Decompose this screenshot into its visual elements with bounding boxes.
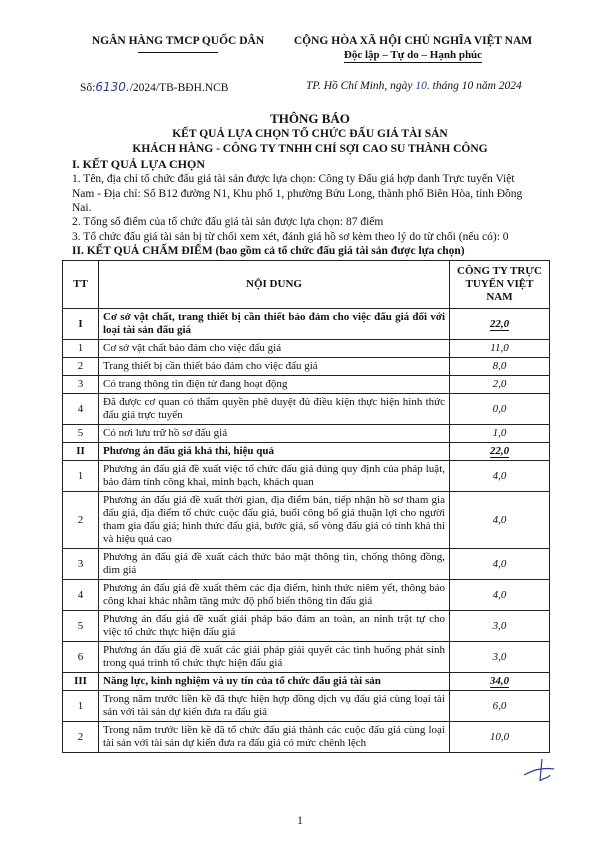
group-score: 22,0 [489,317,510,330]
row-content: Phương án đấu giá đề xuất thêm các địa điểm, hình thức niêm yết, thông báo công khai khác nhằm tăng mức độ phổ biến thông tin đấu giá [99,580,450,611]
col-header-content: NỘI DUNG [99,261,450,309]
table-row [63,580,550,611]
row-content: Cơ sở vật chất bảo đảm cho việc đấu giá [99,340,450,358]
row-content: Phương án đấu giá đề xuất việc tổ chức đấu giá đúng quy định của pháp luật, bảo đảm tính công khai, minh bạch, khách quan [99,461,450,492]
page-number: 1 [297,815,303,827]
row-score [450,443,550,461]
table-row [63,611,550,642]
table-row [63,358,550,376]
row-number: 1 [63,691,99,722]
bank-name: NGÂN HÀNG TMCP QUỐC DÂN [91,35,265,47]
table-body [63,309,550,753]
row-content: Có nơi lưu trữ hồ sơ đấu giá [99,425,450,443]
date-day: 10 [415,80,427,92]
row-score [450,309,550,340]
row-number: 2 [63,492,99,549]
row-content: Trong năm trước liền kề đã tổ chức đấu giá thành các cuộc đấu giá cùng loại tài sản với tài sản dự kiến đưa ra đấu giá có mức chênh lệch [99,722,450,753]
row-number: 5 [63,425,99,443]
row-content: Cơ sở vật chất, trang thiết bị cần thiết bảo đảm cho việc đấu giá đối với loại tài sản đấu giá [99,309,450,340]
docno-handwritten: 6130. [95,80,130,94]
table-group-row [63,309,550,340]
docno-prefix: Số: [80,82,96,94]
table-row [63,461,550,492]
row-number: 4 [63,580,99,611]
table-row [63,376,550,394]
row-content: Phương án đấu giá đề xuất thời gian, địa điểm bán, tiếp nhận hồ sơ tham gia đấu giá, địa điểm tổ chức cuộc đấu giá, buổi công bố giá thuận lợi cho người tham gia đấu giá; hình thức đấu giá, bước giá, số vòng đấu giá có tính khả thi và hiệu quả cao [99,492,450,549]
row-score: 8,0 [450,358,550,376]
document-date [306,80,522,92]
row-score: 4,0 [450,580,550,611]
col-header-company: CÔNG TY TRỰC TUYẾN VIỆT NAM [450,261,550,309]
document-title: THÔNG BÁO [270,111,350,126]
group-score: 22,0 [489,445,510,457]
col-header-tt: TT [63,261,99,309]
row-score: 10,0 [450,722,550,753]
row-content: Phương án đấu giá đề xuất cách thức bảo mật thông tin, chống thông đồng, dìm giá [99,549,450,580]
state-header [278,35,548,63]
row-content: Phương án đấu giá đề xuất các giải pháp giải quyết các tình huống phát sinh trong quá trình tổ chức thực hiện đấu giá [99,642,450,673]
row-content: Đã được cơ quan có thẩm quyền phê duyệt đủ điều kiện thực hiện hình thức đấu giá trực tuyến [99,394,450,425]
row-number: 2 [63,358,99,376]
document-subtitle-2: KHÁCH HÀNG - CÔNG TY TNHH CHỈ SỢI CAO SU THÀNH CÔNG [132,143,488,155]
row-number: I [63,309,99,340]
row-number: 3 [63,549,99,580]
document-number [80,80,228,94]
row-score: 4,0 [450,492,550,549]
table-group-row [63,443,550,461]
row-score: 2,0 [450,376,550,394]
row-number: 3 [63,376,99,394]
row-score: 4,0 [450,549,550,580]
table-row [63,340,550,358]
date-prefix: TP. Hồ Chí Minh, ngày [306,80,416,92]
row-content: Phương án đấu giá khả thi, hiệu quả [99,443,450,461]
country-name: CỘNG HÒA XÃ HỘI CHỦ NGHĨA VIỆT NAM [293,35,533,47]
row-score: 0,0 [450,394,550,425]
row-number: II [63,443,99,461]
row-content: Trang thiết bị cần thiết bảo đảm cho việc đấu giá [99,358,450,376]
table-row [63,549,550,580]
row-content: Trong năm trước liền kề đã thực hiện hợp đồng dịch vụ đấu giá cùng loại tài sản với tài sản dự kiến đưa ra đấu giá [99,691,450,722]
row-number: 1 [63,461,99,492]
table-row [63,642,550,673]
section-2-heading: II. KẾT QUẢ CHẤM ĐIỂM (bao gồm cả tổ chức đấu giá tài sản được lựa chọn) [72,245,465,257]
row-number: III [63,673,99,691]
row-score: 6,0 [450,691,550,722]
table-group-row [63,673,550,691]
date-suffix: . tháng 10 năm 2024 [426,80,522,92]
section-1-item-2: 2. Tổng số điểm của tổ chức đấu giá tài sản được lựa chọn: 87 điểm [72,216,384,228]
national-motto: Độc lập – Tự do – Hạnh phúc [343,49,483,61]
table-header-row [63,261,550,309]
row-content: Phương án đấu giá đề xuất giải pháp bảo đảm an toàn, an ninh trật tự cho việc tổ chức thực hiện đấu giá [99,611,450,642]
row-score: 1,0 [450,425,550,443]
docno-suffix: /2024/TB-BĐH.NCB [129,82,229,94]
header-rule [138,52,218,53]
table-row [63,722,550,753]
row-score: 4,0 [450,461,550,492]
row-number: 1 [63,340,99,358]
group-score: 34,0 [489,675,510,687]
row-number: 4 [63,394,99,425]
row-score: 11,0 [450,340,550,358]
row-score [450,673,550,691]
row-content: Năng lực, kinh nghiệm và uy tín của tổ chức đấu giá tài sản [99,673,450,691]
row-number: 2 [63,722,99,753]
initial-signature-mark [520,755,560,785]
row-score: 3,0 [450,611,550,642]
section-1-heading: I. KẾT QUẢ LỰA CHỌN [72,157,206,171]
table-row [63,394,550,425]
table-row [63,425,550,443]
table-row [63,691,550,722]
section-1-item-3: 3. Tổ chức đấu giá tài sản bị từ chối xem xét, đánh giá hồ sơ kèm theo lý do từ chối (nếu có): 0 [72,231,509,243]
section-1-item-1: 1. Tên, địa chỉ tổ chức đấu giá tài sản được lựa chọn: Công ty Đấu giá hợp danh Trực tuyến Việt Nam - Địa chỉ: Số B12 đường N1, Khu phố 1, phường Bửu Long, thành phố Biên Hòa, tỉnh Đồng Nai. [72,173,523,214]
row-score: 3,0 [450,642,550,673]
row-number: 5 [63,611,99,642]
bank-header [78,35,278,53]
table-row [63,492,550,549]
document-subtitle-1: KẾT QUẢ LỰA CHỌN TỔ CHỨC ĐẤU GIÁ TÀI SẢN [172,128,448,140]
row-content: Có trang thông tin điện tử đang hoạt động [99,376,450,394]
row-number: 6 [63,642,99,673]
scoring-table [62,260,550,753]
